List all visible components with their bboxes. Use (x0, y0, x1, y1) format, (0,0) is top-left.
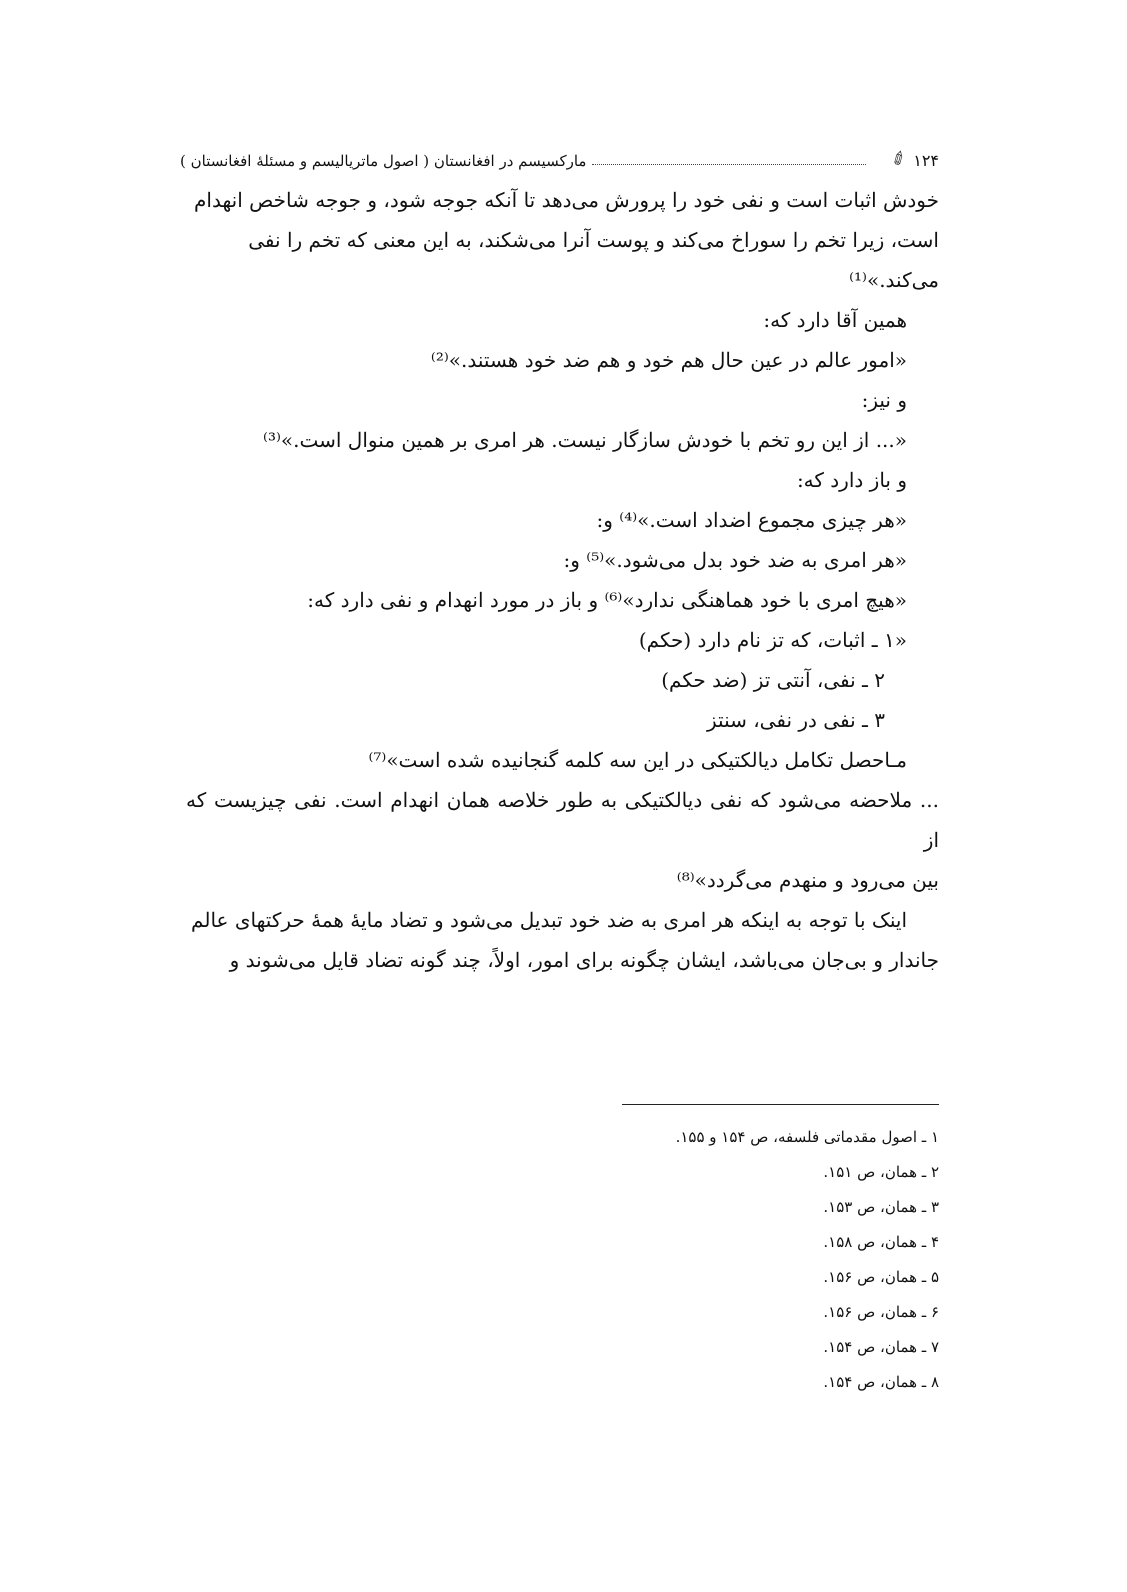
header-title: مارکسیسم در افغانستان ( اصول ماتریالیسم و مسئلهٔ افغانستان ) (180, 152, 587, 170)
header-dotted-leader (592, 163, 866, 165)
footnote: ۸ ـ همان، ص ۱۵۴. (823, 1373, 939, 1391)
body-line: ۲ ـ نفی، آنتی تز (ضد حکم) (661, 668, 885, 692)
footnote-separator (622, 1104, 939, 1105)
body-text (186, 180, 939, 980)
body-line: می‌کند.»⁽¹⁾ (849, 268, 939, 292)
footnote: ۶ ـ همان، ص ۱۵۶. (823, 1303, 939, 1321)
footnote: ۱ ـ اصول مقدماتی فلسفه، ص ۱۵۴ و ۱۵۵. (675, 1128, 939, 1146)
body-line: همین آقا دارد که: (763, 308, 907, 332)
body-line: بین می‌رود و منهدم می‌گردد»⁽⁸⁾ (676, 868, 939, 892)
body-line: «امور عالم در عین حال هم خود و هم ضد خود هستند.»⁽²⁾ (430, 348, 907, 372)
body-line: اینک با توجه به اینکه هر امری به ضد خود تبدیل می‌شود و تضاد مایهٔ همهٔ حرکتهای عالم (191, 908, 907, 932)
body-line: خودش اثبات است و نفی خود را پرورش می‌دهد تا آنکه جوجه شود، و جوجه شاخص انهدام (194, 188, 939, 212)
body-line: «هر امری به ضد خود بدل می‌شود.»⁽⁵⁾ و: (563, 548, 907, 572)
footnote: ۵ ـ همان، ص ۱۵۶. (823, 1268, 939, 1286)
page-number: ۱۲۴ (913, 151, 939, 170)
footnote: ۴ ـ همان، ص ۱۵۸. (823, 1233, 939, 1251)
body-line: «۱ ـ اثبات، که تز نام دارد (حکم) (638, 628, 907, 652)
body-line: «هیچ امری با خود هماهنگی ندارد»⁽⁶⁾ و باز در مورد انهدام و نفی دارد که: (307, 588, 907, 612)
body-line: ... ملاحضه می‌شود که نفی دیالکتیکی به طور خلاصه همان انهدام است. نفی چیزیست که از (186, 788, 939, 852)
body-line: و باز دارد که: (796, 468, 907, 492)
pen-icon: ✐ (887, 146, 912, 173)
footnote: ۷ ـ همان، ص ۱۵۴. (823, 1338, 939, 1356)
body-line: جاندار و بی‌جان می‌باشد، ایشان چگونه برای امور، اولاً، چند گونه تضاد قایل می‌شوند و (229, 948, 939, 972)
body-line: است، زیرا تخم را سوراخ می‌کند و پوست آنرا می‌شکند، به این معنی که تخم را نفی (248, 228, 939, 252)
footnote: ۳ ـ همان، ص ۱۵۳. (823, 1198, 939, 1216)
footnotes (186, 1120, 939, 1400)
body-line: «... از این رو تخم با خودش سازگار نیست. هر امری بر همین منوال است.»⁽³⁾ (263, 428, 907, 452)
body-line: مـاحصل تکامل دیالکتیکی در این سه کلمه گنجانیده شده است»⁽⁷⁾ (368, 748, 907, 772)
body-line: ۳ ـ نفی در نفی، سنتز (707, 708, 885, 732)
footnote: ۲ ـ همان، ص ۱۵۱. (823, 1163, 939, 1181)
body-line: «هر چیزی مجموع اضداد است.»⁽⁴⁾ و: (596, 508, 907, 532)
running-header (180, 140, 939, 173)
body-line: و نیز: (861, 388, 907, 412)
